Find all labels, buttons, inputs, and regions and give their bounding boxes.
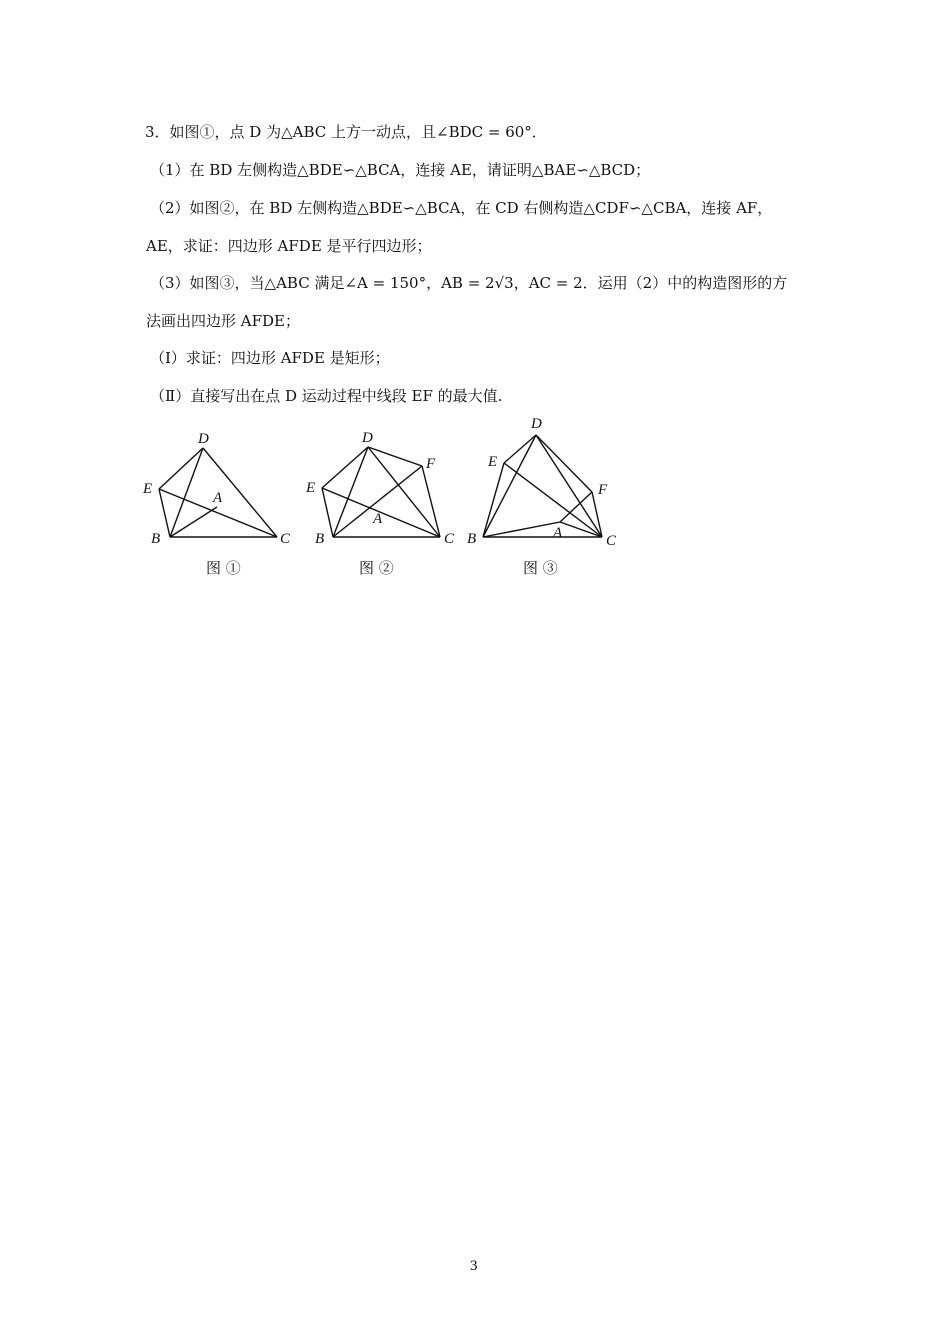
figure-caption-3: 图 ③ — [523, 559, 558, 577]
point-label-B: B — [151, 531, 161, 547]
point-label-E: E — [488, 454, 498, 470]
segment-ED — [504, 435, 536, 463]
point-label-A: A — [213, 490, 223, 506]
page-number: 3 — [470, 1258, 478, 1274]
problem-line-7: （Ⅱ）直接写出在点 D 运动过程中线段 EF 的最大值. — [150, 387, 503, 405]
point-label-D: D — [198, 431, 209, 447]
point-label-E: E — [306, 480, 316, 496]
point-label-A: A — [553, 525, 563, 541]
figure-caption-2: 图 ② — [359, 559, 394, 577]
point-label-D: D — [531, 416, 542, 432]
segment-BD — [483, 435, 536, 537]
segment-AC — [560, 522, 602, 537]
problem-line-2: （2）如图②，在 BD 左侧构造△BDE∽△BCA，在 CD 右侧构造△CDF∽△CBA，连接 AF， — [150, 199, 773, 217]
segment-EB — [483, 463, 504, 537]
segment-BA — [483, 522, 560, 537]
segment-ED — [159, 448, 203, 489]
point-label-A: A — [373, 511, 383, 527]
problem-line-5: 法画出四边形 AFDE； — [146, 312, 300, 330]
point-label-F: F — [598, 482, 608, 498]
problem-line-0: 3．如图①，点 D 为△ABC 上方一动点，且∠BDC = 60°． — [145, 123, 547, 141]
point-label-C: C — [280, 531, 291, 547]
figure-2 — [305, 430, 455, 547]
figure-1 — [142, 431, 291, 547]
point-label-D: D — [362, 430, 373, 446]
point-label-F: F — [426, 456, 436, 472]
point-label-C: C — [444, 531, 455, 547]
point-label-E: E — [143, 481, 153, 497]
problem-line-6: （Ⅰ）求证：四边形 AFDE 是矩形； — [150, 349, 390, 367]
point-label-B: B — [467, 531, 477, 547]
segment-EB — [322, 488, 333, 537]
point-label-B: B — [315, 531, 325, 547]
segment-DC — [536, 435, 602, 537]
point-label-C: C — [606, 533, 617, 549]
segment-BA — [170, 507, 217, 537]
segment-ED — [322, 447, 368, 488]
figure-caption-1: 图 ① — [206, 559, 241, 577]
segment-BD — [170, 448, 203, 537]
segment-EB — [159, 489, 170, 537]
problem-line-4: （3）如图③，当△ABC 满足∠A = 150°，AB = 2√3，AC = 2．运用（2）中的构造图形的方 — [150, 274, 788, 292]
geometry-figures — [0, 0, 950, 600]
problem-line-1: （1）在 BD 左侧构造△BDE∽△BCA，连接 AE，请证明△BAE∽△BCD； — [150, 161, 651, 179]
figure-3 — [467, 416, 617, 549]
problem-line-3: AE，求证：四边形 AFDE 是平行四边形； — [146, 237, 432, 255]
segment-DF — [536, 435, 592, 492]
